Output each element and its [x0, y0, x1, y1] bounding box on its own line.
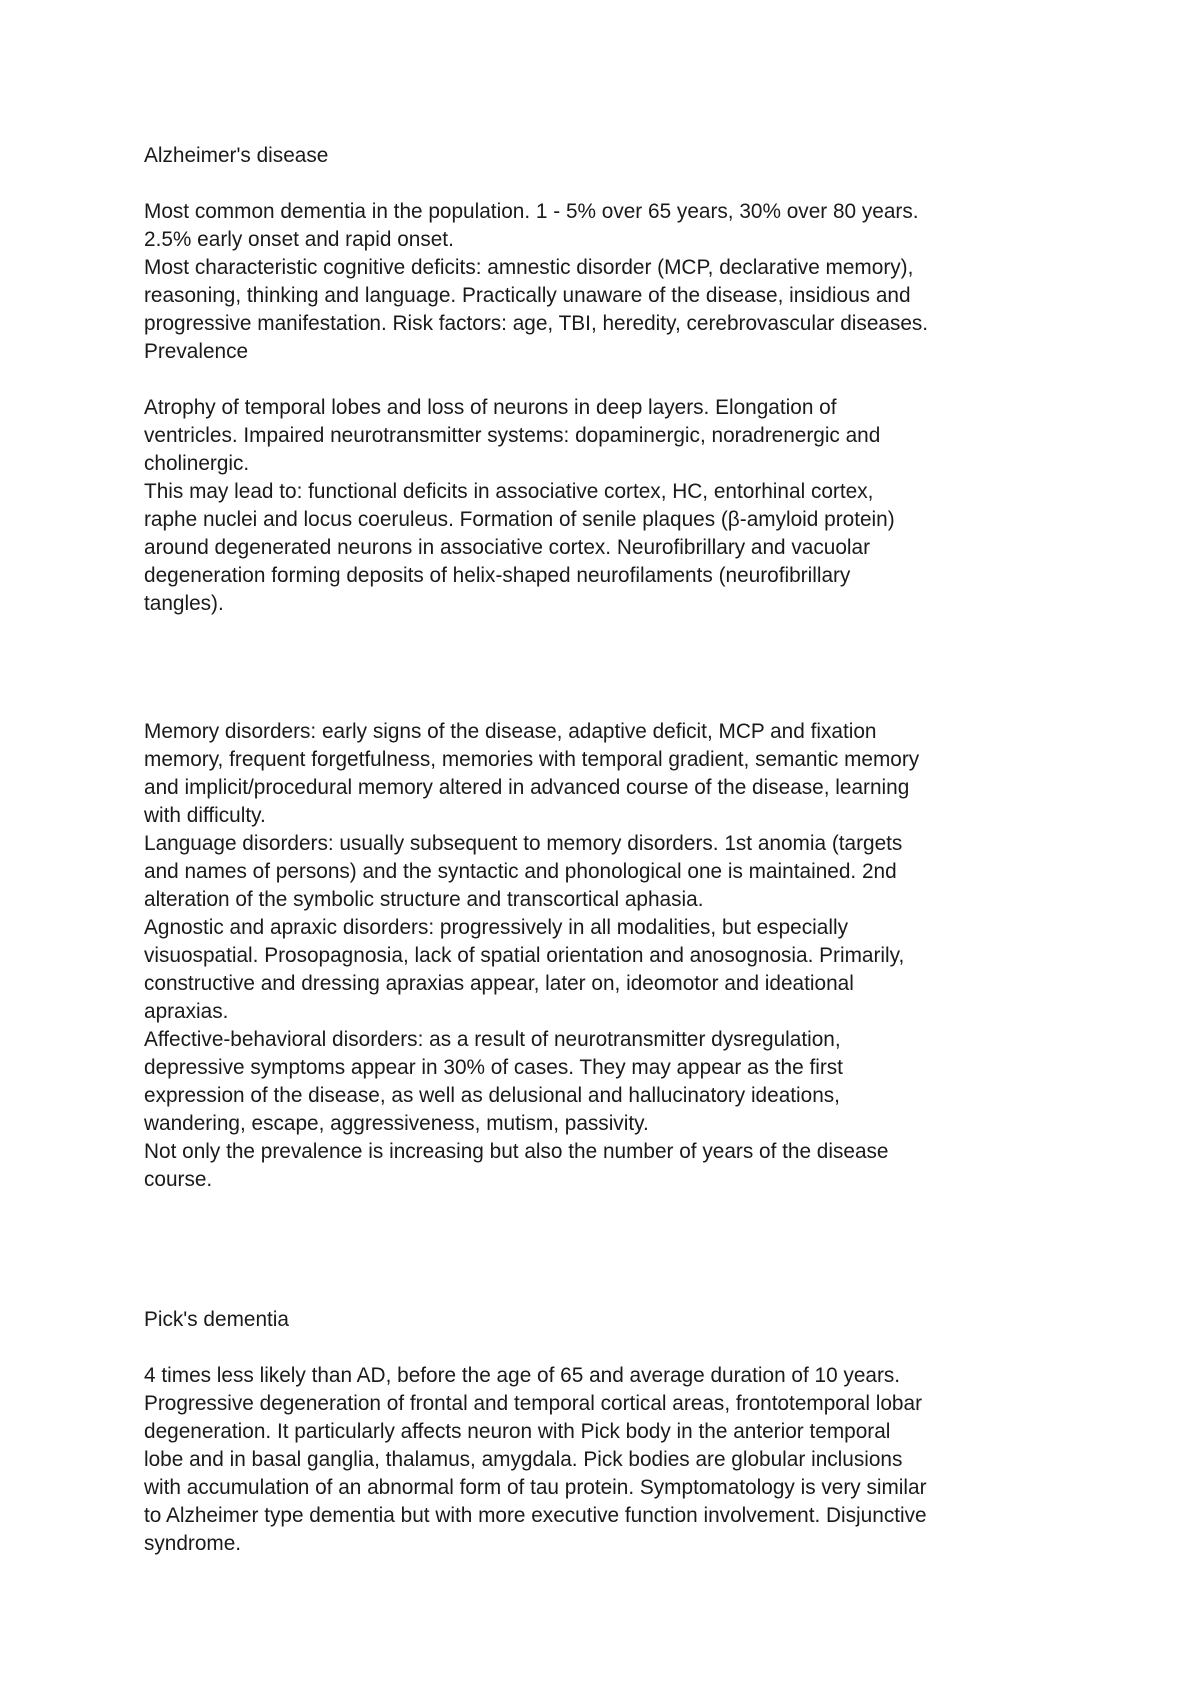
text-line: apraxias.: [144, 1000, 229, 1023]
document-page: [144, 142, 1084, 1558]
text-line: degeneration forming deposits of helix-shaped neurofilaments (neurofibrillary: [144, 564, 851, 587]
text-line: This may lead to: functional deficits in associative cortex, HC, entorhinal cortex,: [144, 480, 874, 503]
text-line: Atrophy of temporal lobes and loss of neurons in deep layers. Elongation of: [144, 396, 837, 419]
text-line: Prevalence: [144, 340, 249, 363]
text-line: with accumulation of an abnormal form of tau protein. Symptomatology is very similar: [144, 1476, 927, 1499]
text-line: and names of persons) and the syntactic and phonological one is maintained. 2nd: [144, 860, 897, 883]
text-line: syndrome.: [144, 1532, 242, 1555]
text-line: expression of the disease, as well as delusional and hallucinatory ideations,: [144, 1084, 840, 1107]
text-line: ventricles. Impaired neurotransmitter systems: dopaminergic, noradrenergic and: [144, 424, 881, 447]
spacer: [144, 170, 1084, 198]
text-line: course.: [144, 1168, 213, 1191]
text-line: visuospatial. Prosopagnosia, lack of spatial orientation and anosognosia. Primarily,: [144, 944, 905, 967]
text-line: reasoning, thinking and language. Practically unaware of the disease, insidious and: [144, 284, 911, 307]
text-line: around degenerated neurons in associative cortex. Neurofibrillary and vacuolar: [144, 536, 871, 559]
paragraph-alzheimers-symptoms: [144, 718, 1084, 1194]
text-line: cholinergic.: [144, 452, 250, 475]
text-line: 2.5% early onset and rapid onset.: [144, 228, 454, 251]
text-line: to Alzheimer type dementia but with more executive function involvement. Disjunctive: [144, 1504, 927, 1527]
text-line: and implicit/procedural memory altered in advanced course of the disease, learning: [144, 776, 910, 799]
text-line: raphe nuclei and locus coeruleus. Formation of senile plaques (β-amyloid protein): [144, 508, 895, 531]
text-line: wandering, escape, aggressiveness, mutism, passivity.: [144, 1112, 649, 1135]
spacer: [144, 618, 1084, 718]
text-line: Affective-behavioral disorders: as a result of neurotransmitter dysregulation,: [144, 1028, 841, 1051]
section-title-picks: Pick's dementia: [144, 1308, 289, 1331]
text-line: degeneration. It particularly affects neuron with Pick body in the anterior temporal: [144, 1420, 891, 1443]
text-line: Most characteristic cognitive deficits: amnestic disorder (MCP, declarative memory),: [144, 256, 914, 279]
text-line: alteration of the symbolic structure and transcortical aphasia.: [144, 888, 704, 911]
text-line: Language disorders: usually subsequent to memory disorders. 1st anomia (targets: [144, 832, 903, 855]
text-line: Most common dementia in the population. 1 - 5% over 65 years, 30% over 80 years.: [144, 200, 919, 223]
paragraph-picks-overview: [144, 1362, 1084, 1558]
paragraph-alzheimers-overview: [144, 198, 1084, 366]
text-line: with difficulty.: [144, 804, 266, 827]
paragraph-alzheimers-pathology: [144, 394, 1084, 618]
text-line: tangles).: [144, 592, 224, 615]
spacer: [144, 1334, 1084, 1362]
spacer: [144, 1194, 1084, 1306]
text-line: Progressive degeneration of frontal and temporal cortical areas, frontotemporal lobar: [144, 1392, 922, 1415]
text-line: Agnostic and apraxic disorders: progressively in all modalities, but especially: [144, 916, 848, 939]
text-line: progressive manifestation. Risk factors: age, TBI, heredity, cerebrovascular diseases.: [144, 312, 929, 335]
text-line: constructive and dressing apraxias appear, later on, ideomotor and ideational: [144, 972, 854, 995]
spacer: [144, 366, 1084, 394]
text-line: depressive symptoms appear in 30% of cases. They may appear as the first: [144, 1056, 843, 1079]
text-line: Not only the prevalence is increasing but also the number of years of the disease: [144, 1140, 889, 1163]
text-line: memory, frequent forgetfulness, memories with temporal gradient, semantic memory: [144, 748, 920, 771]
text-line: lobe and in basal ganglia, thalamus, amygdala. Pick bodies are globular inclusions: [144, 1448, 903, 1471]
text-line: Memory disorders: early signs of the disease, adaptive deficit, MCP and fixation: [144, 720, 877, 743]
section-title-alzheimers: Alzheimer's disease: [144, 144, 329, 167]
text-line: 4 times less likely than AD, before the age of 65 and average duration of 10 years.: [144, 1364, 901, 1387]
